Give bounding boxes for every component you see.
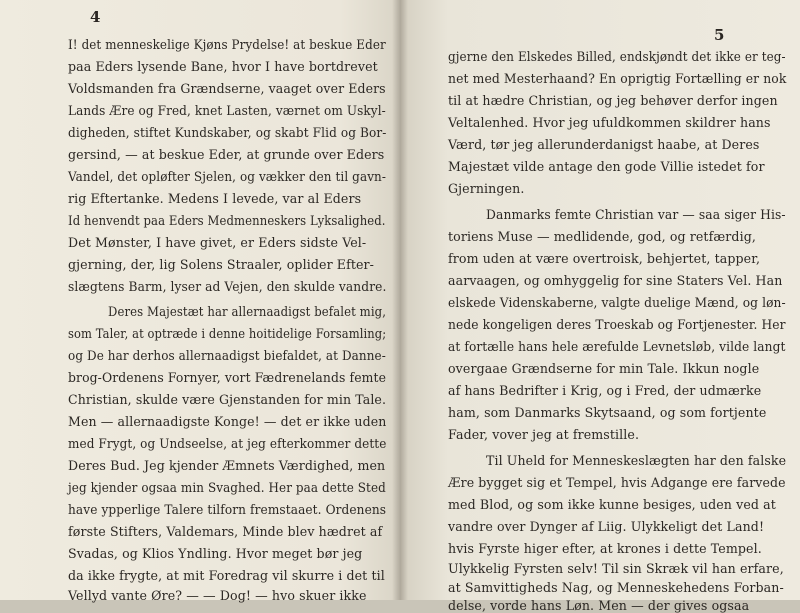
text-line: Majestæt vilde antage den gode Villie istedet for (448, 159, 765, 174)
text-line: til at hædre Christian, og jeg behøver derfor ingen (448, 93, 778, 108)
text-line: med Frygt, og Undseelse, at jeg efterkommer dette (68, 436, 387, 451)
text-line: vandre over Dynger af Liig. Ulykkeligt det Land! (448, 519, 765, 534)
text-line: Christian, skulde være Gjenstanden for min Tale. (68, 392, 387, 407)
text-line: delse, vorde hans Løn. Men — der gives ogsaa (448, 598, 750, 613)
text-line: Vandel, det opløfter Sjelen, og vækker den til gavn- (68, 169, 387, 184)
text-line: have ypperlige Talere tilforn fremstaaet. Ordenens (68, 502, 387, 517)
text-line: af hans Bedrifter i Krig, og i Fred, der udmærke (448, 383, 762, 398)
text-line: slægtens Barm, lyser ad Vejen, den skulde vandre. (68, 279, 387, 294)
left-page (0, 0, 400, 603)
text-line: Til Uheld for Menneskeslægten har den falske (486, 453, 787, 468)
text-line: aarvaagen, og omhyggelig for sine Staters Vel. Han (448, 273, 783, 288)
text-line: nede kongeligen deres Troeskab og Fortjenester. Her (448, 317, 786, 332)
text-line: Lands Ære og Fred, knet Lasten, værnet om Uskyl- (68, 103, 386, 118)
text-line: Veltalenhed. Hvor jeg ufuldkommen skildrer hans (448, 115, 771, 130)
text-line: gjerne den Elskedes Billed, endskjøndt det ikke er teg- (448, 49, 786, 64)
text-line: from uden at være overtroisk, behjertet, tapper, (448, 251, 761, 266)
text-line: Ulykkelig Fyrsten selv! Til sin Skræk vil han erfare, (448, 561, 784, 576)
text-line: rig Eftertanke. Medens I levede, var al Eders (68, 191, 362, 206)
text-line: Gjerningen. (448, 181, 525, 196)
text-line: Deres Majestæt har allernaadigst befalet mig, (108, 304, 387, 319)
text-line: Men — allernaadigste Konge! — det er ikke uden (68, 414, 387, 429)
text-line: paa Eders lysende Bane, hvor I have bortdrevet (68, 59, 378, 74)
text-line: net med Mesterhaand? En oprigtig Fortælling er nok (448, 71, 787, 86)
text-line: elskede Videnskaberne, valgte duelige Mænd, og løn- (448, 295, 786, 310)
text-line: som Taler, at optræde i denne hoitidelige Forsamling; (68, 326, 387, 341)
text-line: Svadas, og Klios Yndling. Hvor meget bør jeg (68, 546, 363, 561)
text-line: Deres Bud. Jeg kjender Æmnets Værdighed, men (68, 458, 386, 473)
text-line: Værd, tør jeg allerunderdanigst haabe, at Deres (448, 137, 760, 152)
book-gutter (392, 0, 408, 600)
text-line: jeg kjender ogsaa min Svaghed. Her paa dette Sted (68, 480, 386, 495)
page-number: 5 (714, 26, 725, 44)
text-line: I! det menneskelige Kjøns Prydelse! at beskue Eder (68, 37, 386, 52)
text-line: Fader, vover jeg at fremstille. (448, 427, 640, 442)
text-line: toriens Muse — medlidende, god, og retfærdig, (448, 229, 756, 244)
text-line: ham, som Danmarks Skytsaand, og som fortjente (448, 405, 767, 420)
text-line: da ikke frygte, at mit Foredrag vil skurre i det til (68, 568, 385, 583)
text-line: at fortælle hans hele ærefulde Levnetsløb, vilde langt (448, 339, 786, 354)
text-line: overgaae Grændserne for min Tale. Ikkun nogle (448, 361, 760, 376)
text-line: digheden, stiftet Kundskaber, og skabt Flid og Bor- (68, 125, 387, 140)
text-line: og De har derhos allernaadigst biefaldet, at Danne- (68, 348, 386, 363)
text-line: med Blod, og som ikke kunne besiges, uden ved at (448, 497, 776, 512)
text-line: gersind, — at beskue Eder, at grunde over Eders (68, 147, 385, 162)
text-line: at Samvittigheds Nag, og Menneskehedens Forban- (448, 580, 784, 595)
page-number: 4 (90, 8, 101, 26)
right-page (400, 0, 800, 613)
text-line: første Stifters, Valdemars, Minde blev hædret af (68, 524, 383, 539)
text-line: Vellyd vante Øre? — — Dog! — hvo skuer ikke (68, 588, 367, 603)
text-line: gjerning, der, lig Solens Straaler, oplider Efter- (68, 257, 375, 272)
text-line: hvis Fyrste higer efter, at krones i dette Tempel. (448, 541, 762, 556)
text-line: Voldsmanden fra Grændserne, vaaget over Eders (68, 81, 386, 96)
text-line: brog-Ordenens Fornyer, vort Fædrenelands femte (68, 370, 387, 385)
text-line: Ære bygget sig et Tempel, hvis Adgange ere farvede (448, 475, 786, 490)
text-line: Danmarks femte Christian var — saa siger His- (486, 207, 786, 222)
text-line: Det Mønster, I have givet, er Eders sidste Vel- (68, 235, 367, 250)
text-line: Id henvendt paa Eders Medmenneskers Lyksalighed. (68, 213, 386, 228)
